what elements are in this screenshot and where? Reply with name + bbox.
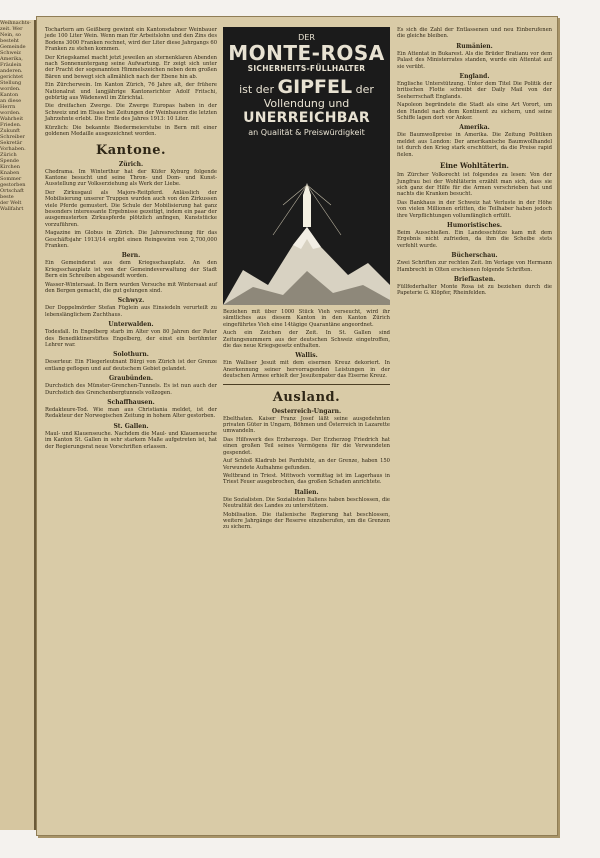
article-text: Es sich die Zahl der Entlassenen und neu Einberufenen die gleiche bleiben. [397, 27, 552, 40]
subheading-bern: Bern. [121, 252, 141, 260]
monte-rosa-advertisement [223, 27, 390, 305]
ad-line: UNERREICHBAR [243, 110, 370, 126]
ad-line: DER [298, 33, 315, 42]
article-text: Todesfall. In Engelberg starb im Alter von 80 Jahren der Pater des Benediktinerstiftes Engelberg, der einst ein berühmter Lehrer war. [45, 329, 217, 349]
prev-line: Wallfahrt [0, 206, 24, 212]
article-text: Das Hilfswerk des Erzherzogs. Der Erzherzog Friedrich hat einen großen Teil seines Vermögens für die Verwundeten gespendet. [223, 436, 390, 456]
prev-line: Fräulein [0, 62, 22, 68]
prev-line: Spende [0, 158, 19, 164]
article-text: Zwei Schriften zur rechten Zeit. Im Verlage von Hermann Hambrecht in Olten erschienen folgende Schriften. [397, 260, 552, 273]
ad-gipfel: GIPFEL [277, 76, 353, 98]
article-text: Das Bankhaus in der Schweiz hat Verluste in der Höhe von vielen Millionen erlitten, die Teilhaber haben jedoch ihre Verpflichtungen vollumfänglich erfüllt. [397, 199, 552, 219]
ad-line: an Qualität & Preiswürdigkeit [248, 128, 365, 137]
subheading-wallis: Wallis. [295, 352, 318, 360]
prev-line: Wahrheit [0, 116, 24, 122]
section-heading-kantone: Kantone. [95, 142, 167, 158]
subheading-buecherschau: Bücherschau. [451, 252, 498, 260]
article-text: Deserteur. Ein Fliegerleutnant Bürgi von Zürich ist der Grenze entlang geflogen und auf deutschem Gebiet gelandet. [45, 359, 217, 372]
ad-line: der [355, 83, 374, 96]
prev-line: Schreiber [0, 134, 25, 140]
article-text: Der Doppelmörder Stefan Füglein aus Einsiedeln verurteilt zu lebenslänglichem Zuchthaus. [45, 305, 217, 318]
article-text: Ein Walliser Jesuit mit dem eisernen Kreuz dekoriert. In Anerkennung seiner hervorragenden Leistungen in der deutschen Armee erhielt der Jesuitenpater das Eiserne Kreuz. [223, 360, 390, 380]
article-text: Ebelthaten. Kaiser Franz Josef läßt seine ausgedehnten privaten Güter in Ungarn, Böhmen und Österreich in Lazarette umwandeln. [223, 415, 390, 435]
prev-line: Zürich [0, 152, 17, 158]
prev-line: anderen. [0, 68, 23, 74]
article-text: Auf Schloß Kladrub bei Pardubitz, an der Grenze, haben 150 Verwundete Aufnahme gefunden. [223, 458, 390, 471]
prev-line: Amerika, [0, 56, 23, 62]
article-text: Kürzlich: Die bekannte Biedermeierstube in Bern mit einer goldenen Medaille ausgezeichnet worden. [45, 124, 217, 138]
prev-line: Kirchen [0, 164, 20, 170]
article-text: Beziehen mit über 1000 Stück Vieh verseucht, wird ihr sämtliches aus diesem Kanton in den Kanton Zürich eingeführtes Vieh eine 14tägige Quarantäne angeordnet. [223, 309, 390, 328]
article-text: Tochartern am Geißberg gewinnt ein Kantonsdabner Weinbauer jede 100 Liter Wein. Wenn man für Arbeitslohn und den Zins des Bodens 3000 Franken rechnet, wird der Liter diese Jahrgangs 60 Franken zu stehen kommen. [45, 27, 218, 53]
divider [223, 384, 390, 385]
prev-line: Sekretär [0, 140, 23, 146]
ad-line: ist der [239, 83, 274, 96]
article-text: Beim Ausschießen. Ein Landesschütze kam mit dem Ergebnis nicht zufrieden, da ihm die Scheibe stets verfehlt wurde. [397, 229, 552, 249]
previous-page-edge [0, 20, 36, 830]
prev-line: Gemeinde [0, 44, 26, 50]
subheading-unterwalden: Unterwalden. [108, 321, 154, 329]
prev-line: der Welt [0, 200, 22, 206]
ad-line: SICHERHEITS-FÜLLHALTER [247, 64, 366, 73]
prev-line: an diese [0, 98, 22, 104]
column-middle [223, 309, 390, 533]
newspaper-page [36, 16, 558, 836]
article-text: Magazine im Globus in Zürich. Die Jahresrechnung für das Geschäftsjahr 1913/14 ergibt einen Reingewinn von 2,700,000 Franken. [45, 230, 217, 249]
article-text: Die dreifachen Zwerge. Die Zwerge Europas haben in der Schweiz und im Elsass bei Zeitungen der Weinbauern die letzten Jahrzehnte erlebt. Die Ernte des Jahres 1913: 10 Liter. [45, 103, 217, 123]
article-text: Ein Zürcherwein. Im Kanton Zürich, 76 Jahre alt, der frühere Nationalrat und langjährige Kantonsrichter Adolf Fritschi, gebürtig aus Wädenswil im Zürichtal. [45, 82, 217, 102]
prev-line: Zukunft [0, 128, 21, 134]
article-text: Chedrama. Im Winterthur hat der Küfer Kyburg folgende Kantone besucht und seine Thron- und Dom- und Kunst-Ausstellung zur Volkserziehung als Werk der Liebe. [45, 168, 217, 188]
prev-line: Sommer [0, 176, 22, 182]
article-text: Ein Attentat in Bukarest. Als die Brüder Bratianu vor dem Palast des Ministerrates standen, wurde ein Attentat auf sie verübt. [397, 50, 552, 70]
subheading-oesterreich: Oesterreich-Ungarn. [271, 407, 342, 415]
article-text: Der Zirkusgaul als Majors-Reitpferd. Anlässlich der Mobilisierung unserer Truppen wurden auch von den Zirkussen viele Pferde gemustert. Die Schule der Mobilisierung hat ganz besonders interessante Ergebnisse gezeitigt, indem ein paar der ausgemusterten Zirkuspferde plötzlich anfingen, Kunststücke vorzuführen. [45, 189, 217, 228]
article-text: Englische Unterstützung. Unter dem Titel Die Politik der britischen Flotte schreibt der Daily Mail von der Seeherrschaft Englands. [397, 81, 552, 100]
subheading-italien: Italien. [294, 488, 319, 496]
prev-line: Nein, so [0, 32, 21, 38]
subheading-rumaenien: Rumänien. [456, 42, 493, 50]
subheading-humoristisches: Humoristisches. [447, 221, 502, 229]
ad-line [223, 77, 390, 97]
prev-line: besteht [0, 38, 19, 44]
prev-line: gestorben [0, 182, 26, 188]
article-text: Napoleon begründete die Stadt als eine Art Vorort, um den Handel nach dem Kontinent zu sichern, und seine Schiffe lagen dort vor Anker. [397, 102, 552, 122]
column-right [397, 27, 552, 299]
subheading-amerika: Amerika. [459, 124, 490, 132]
subheading-st-gallen: St. Gallen. [113, 422, 149, 430]
article-text: Wasser-Wintersaat. In Bern wurden Versuche mit Wintersaat auf den Bergen gemacht, die gut gelungen sind. [45, 281, 217, 294]
article-text: Ein Gemeinderat aus dem Kriegsschauplatz. An den Kriegsschauplatz ist von der Gemeindeverwaltung der Stadt Bern ein Schreiben abgesandt worden. [45, 260, 217, 280]
article-text: Maul- und Klauenseuche. Nachdem die Maul- und Klauenseuche im Kanton St. Gallen in sehr starkem Maße aufgetreten ist, hat der Regierungsrat neue Vorschriften erlassen. [45, 430, 217, 450]
article-text: Auch ein Zeichen der Zeit. In St. Gallen sind Zeitungsnummern aus der deutschen Schweiz eingetroffen, die das neue Kriegsgesetz enthalten. [223, 330, 390, 350]
article-text: Die Baumwollpreise in Amerika. Die Zeitung Politiken meldet aus London: Der amerikanische Baumwollhandel ist durch den Krieg stark erschüttert, da die Preise rapid fielen. [397, 132, 552, 158]
prev-line: Ortschaft [0, 188, 24, 194]
prev-line: Stellung [0, 80, 22, 86]
prev-line: Frieden. [0, 122, 22, 128]
article-text: Durchstich des Münster-Grenchen-Tunnels. Es ist nun auch der Durchstich des Grenchenbergtunnels vollzogen. [45, 383, 217, 396]
prev-line: beste [0, 194, 14, 200]
prev-line: zeit. Wer [0, 26, 23, 32]
section-heading-ausland: Ausland. [272, 389, 341, 405]
article-text: Der Kriegskamel macht jetzt jeweilen an sternenklaren Abenden nach Sonnenuntergang seine Aufwartung. Er zeigt sich unter der Pracht der sogenannten Himmelszeichen neben dem großen Bären und bewegt sich allmählich nach der Ebene hin ab. [45, 54, 217, 80]
subheading-schwyz: Schwyz. [117, 297, 145, 305]
article-text: Redakteure-Tod. Wie man aus Christiania meldet, ist der Redakteur der Norwegischen Zeitung in hohem Alter gestorben. [45, 407, 217, 420]
subheading-schaffhausen: Schaffhausen. [107, 399, 155, 407]
prev-line: worden. [0, 86, 21, 92]
subheading-england: England. [459, 73, 490, 81]
article-text: Mobilisation. Die italienische Regierung hat beschlossen, weitere Jahrgänge der Reserve einzuberufen, um die Grenzen zu sichern. [223, 511, 390, 531]
article-text: Im Zürcher Volksrecht ist folgendes zu lesen: Von der Jungfrau bei der Wohltäterin erzählt man sich, dass sie sich ganz der Hilfe für die Armen verschrieben hat und nachts die Kranken besucht. [397, 172, 552, 198]
article-text: Die Sozialisten. Die Sozialisten Italiens haben beschlossen, die Neutralität des Landes zu unterstützen. [223, 496, 390, 510]
prev-line: Kanton [0, 92, 19, 98]
ad-line: Vollendung und [263, 97, 350, 110]
prev-line: Vorhaben. [0, 146, 26, 152]
ad-brand: MONTE-ROSA [228, 41, 385, 65]
column-left [45, 27, 217, 452]
prev-line: Weihnachts- [0, 20, 31, 26]
article-text: Füllfederhalter Monte Rosa ist zu beziehen durch die Papeterie G. Klöpfer, Rheinfelden. [397, 283, 552, 297]
prev-line: worden. [0, 110, 21, 116]
subheading-graubuenden: Graubünden. [109, 375, 153, 383]
subheading-zuerich: Zürich. [118, 160, 144, 168]
prev-line: Knaben [0, 170, 20, 176]
prev-line: Herrn [0, 104, 16, 110]
subheading-solothurn: Solothurn. [113, 351, 149, 359]
article-text: Weltbrand in Triest. Mittwoch vormittag ist im Lagerhaus in Triest Feuer ausgebrochen, das großen Schaden anrichtete. [223, 472, 390, 486]
mountain-pen-illustration [223, 175, 390, 305]
subheading-briefkasten: Briefkasten. [453, 275, 496, 283]
subheading-wohltaeterin: Eine Wohltäterin. [439, 161, 509, 171]
prev-line: Schweiz [0, 50, 21, 56]
prev-line: gerichtet [0, 74, 24, 80]
